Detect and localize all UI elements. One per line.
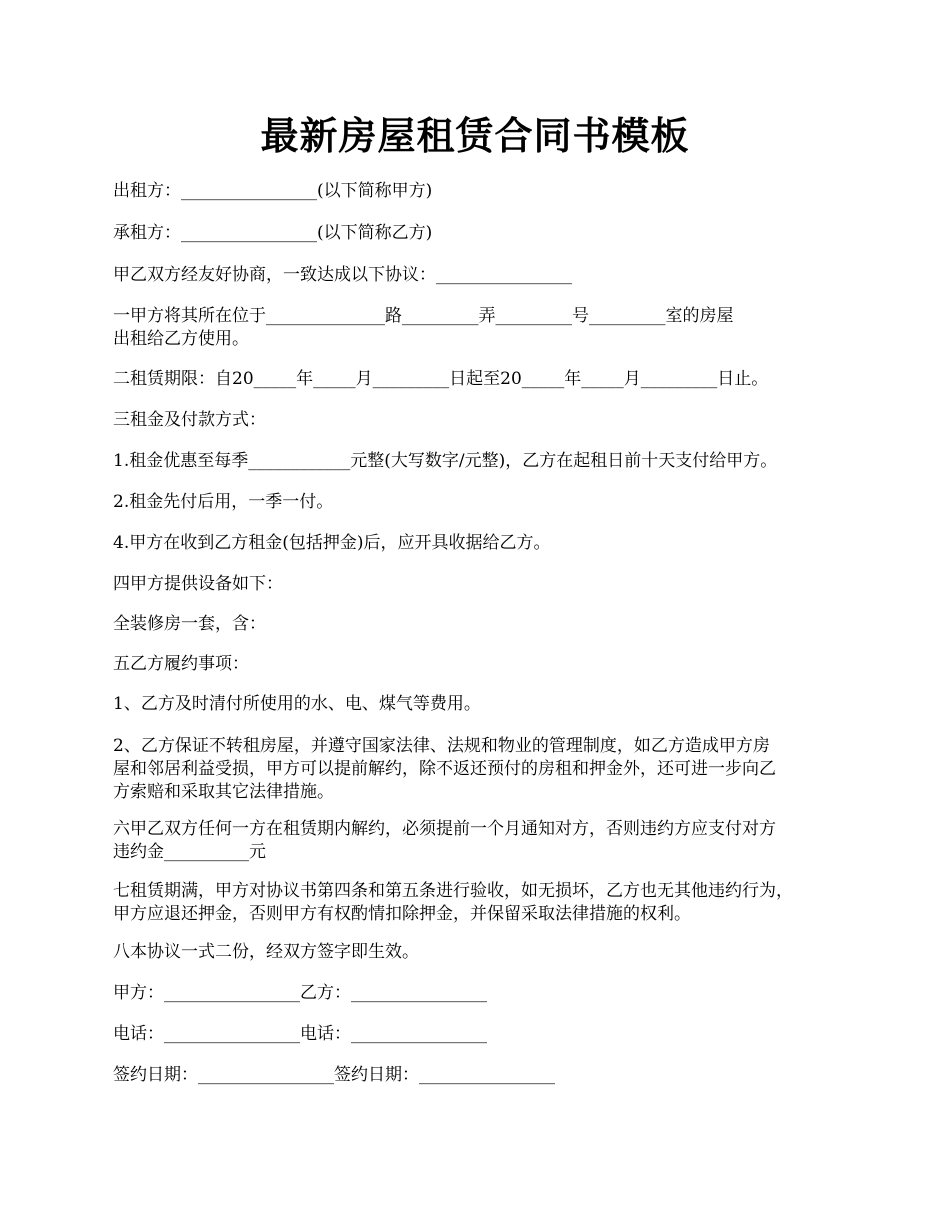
clause-3-heading: 三租金及付款方式： (113, 410, 266, 430)
clause-3-item-1: 1.租金优惠至每季____________元整(大写数字/元整)，乙方在起租日前十天支付给甲方。 (113, 451, 778, 471)
clause-5-item-1: 1、乙方及时清付所使用的水、电、煤气等费用。 (113, 694, 481, 714)
clause-4-item: 全装修房一套，含： (113, 614, 266, 634)
clause-2-term: 二租赁期限：自20_____年_____月_________日起至20_____年_____月_________日止。 (113, 369, 769, 389)
clause-5-item-2: 2、乙方保证不转租房屋，并遵守国家法律、法规和物业的管理制度，如乙方造成甲方房 屋和邻居利益受损，甲方可以提前解约，除不返还预付的房租和押金外，还可进一步向乙 方索赔和采取其它法律措施。 (113, 736, 776, 802)
phone-line: 电话：________________电话：________________ (113, 1024, 487, 1044)
lessee-line: 承租方：________________(以下简称乙方) (113, 223, 433, 243)
clause-4-heading: 四甲方提供设备如下： (113, 574, 283, 594)
clause-8-effect: 八本协议一式二份，经双方签字即生效。 (113, 942, 419, 962)
lessor-line: 出租方：________________(以下简称甲方) (113, 181, 433, 201)
clause-3-item-4: 4.甲方在收到乙方租金(包括押金)后，应开具收据给乙方。 (113, 533, 551, 553)
clause-5-heading: 五乙方履约事项： (113, 654, 249, 674)
clause-1-premises: 一甲方将其所在位于______________路_________弄_________号_________室的房屋 出租给乙方使用。 (113, 306, 734, 349)
signing-date-line: 签约日期：________________签约日期：________________ (113, 1065, 555, 1085)
party-signature-line: 甲方：________________乙方：________________ (113, 983, 487, 1003)
agreement-intro: 甲乙双方经友好协商，一致达成以下协议：________________ (113, 265, 572, 285)
clause-7-expiry: 七租赁期满，甲方对协议书第四条和第五条进行验收，如无损坏，乙方也无其他违约行为， 甲方应退还押金，否则甲方有权酌情扣除押金，并保留采取法律措施的权利。 (113, 881, 793, 924)
clause-3-item-2: 2.租金先付后用，一季一付。 (113, 492, 334, 512)
page-title: 最新房屋租赁合同书模板 (260, 113, 690, 158)
clause-6-termination: 六甲乙双方任何一方在租赁期内解约，必须提前一个月通知对方，否则违约方应支付对方 违约金__________元 (113, 819, 776, 862)
